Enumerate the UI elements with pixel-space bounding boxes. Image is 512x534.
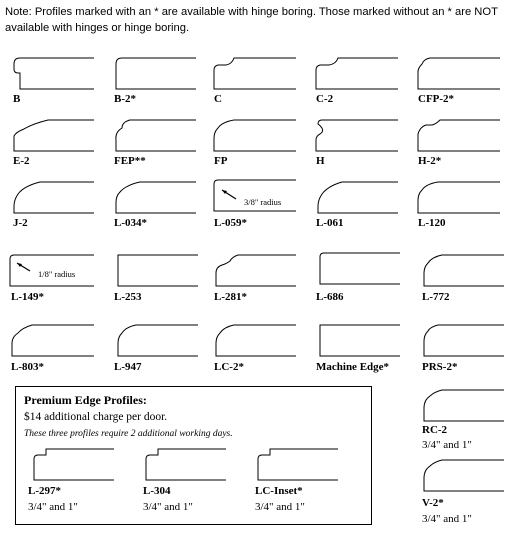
profile-cfp2-label: CFP-2* <box>418 93 455 105</box>
profile-l947-label: L-947 <box>114 361 142 373</box>
profile-l281-label: L-281* <box>214 291 247 303</box>
profile-h-label: H <box>316 155 325 167</box>
profile-l686-drawing <box>316 253 400 287</box>
profile-lc2-label: LC-2* <box>214 361 244 373</box>
profile-e2-label: E-2 <box>13 155 30 167</box>
profile-b-drawing <box>10 58 94 92</box>
profile-lc-inset-sizes: 3/4" and 1" <box>255 501 305 513</box>
profile-l149-radius-note: 1/8" radius <box>38 269 76 279</box>
profile-h-drawing <box>314 120 398 154</box>
profile-l297-drawing <box>32 449 114 483</box>
profile-l297-sizes: 3/4" and 1" <box>28 501 78 513</box>
profile-h2-drawing <box>416 120 500 154</box>
profile-v2-sizes: 3/4" and 1" <box>422 513 472 525</box>
profile-c-drawing <box>212 58 296 92</box>
profile-j2-drawing <box>10 182 94 216</box>
profile-l803-drawing <box>8 325 94 359</box>
premium-edge-profiles-box <box>15 386 372 525</box>
premium-note: These three profiles require 2 additional working days. <box>24 429 233 439</box>
profile-l034-label: L-034* <box>114 217 147 229</box>
profile-l686-label: L-686 <box>316 291 344 303</box>
profile-l253-label: L-253 <box>114 291 142 303</box>
profile-prs2-drawing <box>420 325 504 359</box>
hinge-boring-note: Note: Profiles marked with an * are available with hinge boring. Those marked without an * are NOT available with hinges or hinge boring. <box>5 6 498 34</box>
profile-cfp2-drawing <box>416 58 500 92</box>
profile-fp-drawing <box>212 120 296 154</box>
profile-c2-drawing <box>314 58 398 92</box>
profile-l149-label: L-149* <box>11 291 44 303</box>
profile-rc2-label: RC-2 <box>422 424 448 436</box>
profile-prs2-label: PRS-2* <box>422 361 458 373</box>
profile-l297-label: L-297* <box>28 485 61 497</box>
profile-l253-drawing <box>114 255 198 289</box>
profile-b2-label: B-2* <box>114 93 136 105</box>
profile-rc2-sizes: 3/4" and 1" <box>422 439 472 451</box>
profile-l061-drawing <box>314 182 398 216</box>
profile-machine-edge-label: Machine Edge* <box>316 361 390 373</box>
profile-l059-label: L-059* <box>214 217 247 229</box>
profile-l947-drawing <box>114 325 198 359</box>
profile-lc2-drawing <box>212 325 296 359</box>
profile-l281-drawing <box>212 255 296 289</box>
profile-l120-drawing <box>416 182 500 216</box>
profile-b2-drawing <box>112 58 196 92</box>
profile-c-label: C <box>214 93 222 105</box>
profile-l061-label: L-061 <box>316 217 344 229</box>
profile-lc-inset-drawing <box>256 449 338 483</box>
profile-v2-label: V-2* <box>422 497 444 509</box>
profile-c2-label: C-2 <box>316 93 334 105</box>
profile-l304-drawing <box>144 449 226 483</box>
profile-lc-inset-label: LC-Inset* <box>255 485 303 497</box>
profile-b-label: B <box>13 93 21 105</box>
profile-rc2-drawing <box>420 390 504 424</box>
profile-l772-drawing <box>420 255 504 289</box>
profile-l803-label: L-803* <box>11 361 44 373</box>
premium-charge: $14 additional charge per door. <box>24 411 168 423</box>
profile-l034-drawing <box>112 182 196 216</box>
profile-l120-label: L-120 <box>418 217 446 229</box>
profile-l304-label: L-304 <box>143 485 171 497</box>
profile-l772-label: L-772 <box>422 291 450 303</box>
profile-e2-drawing <box>10 120 94 154</box>
profile-j2-label: J-2 <box>13 217 28 229</box>
premium-title: Premium Edge Profiles: <box>24 393 147 407</box>
profile-fp-label: FP <box>214 155 228 167</box>
profile-v2-drawing <box>420 460 504 494</box>
profile-machine-edge-drawing <box>316 325 400 359</box>
profile-l304-sizes: 3/4" and 1" <box>143 501 193 513</box>
profile-fep-label: FEP** <box>114 155 146 167</box>
profile-h2-label: H-2* <box>418 155 442 167</box>
profile-l059-radius-note: 3/8" radius <box>244 197 282 207</box>
profile-fep-drawing <box>112 120 196 154</box>
